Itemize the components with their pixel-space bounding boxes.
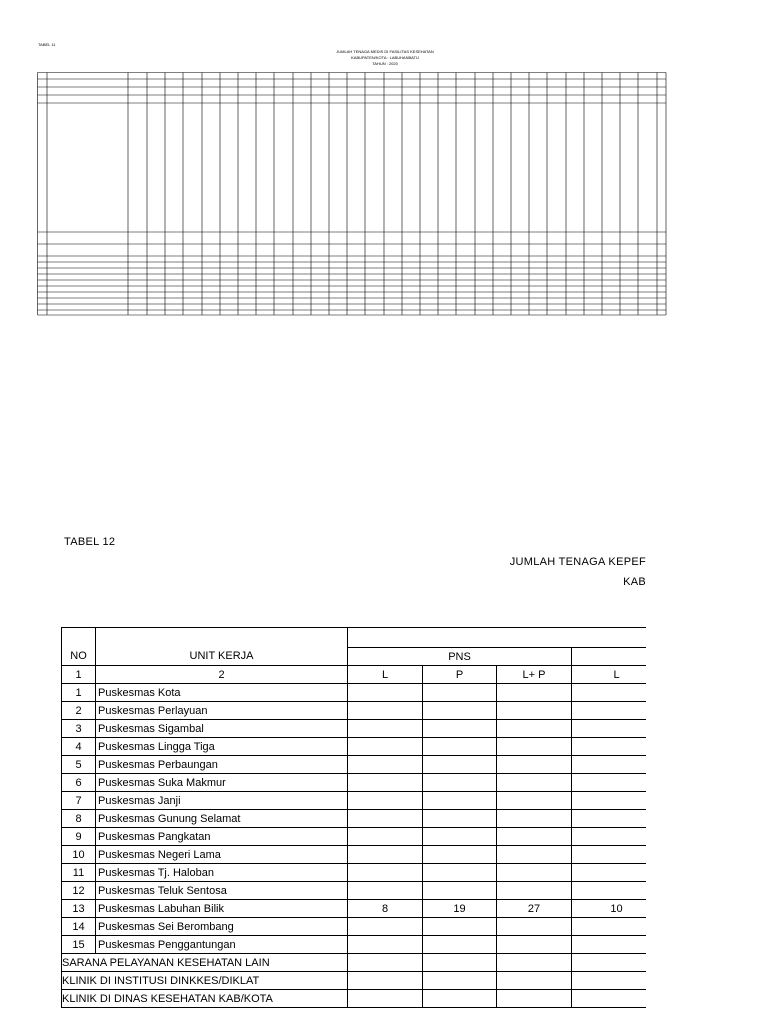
row-number: 6 <box>62 774 96 792</box>
row-value-p <box>423 738 497 756</box>
section-cell <box>572 954 647 972</box>
table11-year: TAHUN : 2020 <box>372 61 398 66</box>
row-unit-name: Puskesmas Janji <box>96 792 348 810</box>
row-number: 10 <box>62 846 96 864</box>
table-row <box>62 684 647 702</box>
row-value-l <box>348 702 423 720</box>
row-unit-name: Puskesmas Sigambal <box>96 720 348 738</box>
row-value-lp <box>497 882 572 900</box>
row-value-l-next <box>572 738 647 756</box>
row-number: 13 <box>62 900 96 918</box>
row-number: 4 <box>62 738 96 756</box>
header-row-top <box>62 628 647 648</box>
row-value-l <box>348 720 423 738</box>
row-value-l: 8 <box>348 900 423 918</box>
row-value-l-next <box>572 720 647 738</box>
row-value-lp <box>497 792 572 810</box>
row-value-lp <box>497 810 572 828</box>
table-row <box>62 810 647 828</box>
row-value-p <box>423 918 497 936</box>
header-p: P <box>423 666 497 684</box>
table-row <box>62 738 647 756</box>
table-row <box>62 900 647 918</box>
table12-title: JUMLAH TENAGA KEPEF <box>509 556 646 568</box>
row-value-lp <box>497 828 572 846</box>
row-unit-name: Puskesmas Gunung Selamat <box>96 810 348 828</box>
row-value-lp <box>497 864 572 882</box>
row-unit-name: Puskesmas Penggantungan <box>96 936 348 954</box>
table-row <box>62 774 647 792</box>
row-value-l <box>348 936 423 954</box>
row-value-p <box>423 702 497 720</box>
row-unit-name: Puskesmas Sei Berombang <box>96 918 348 936</box>
row-value-l-next <box>572 774 647 792</box>
header-l: L <box>348 666 423 684</box>
row-value-l <box>348 846 423 864</box>
row-value-l <box>348 864 423 882</box>
row-value-l <box>348 774 423 792</box>
row-value-l-next <box>572 846 647 864</box>
row-value-p <box>423 792 497 810</box>
header-unit-kerja: UNIT KERJA <box>96 628 348 666</box>
row-value-l <box>348 828 423 846</box>
section-cell <box>423 954 497 972</box>
row-value-l <box>348 738 423 756</box>
section-label: SARANA PELAYANAN KESEHATAN LAIN <box>62 954 348 972</box>
row-value-l-next <box>572 918 647 936</box>
row-value-lp <box>497 684 572 702</box>
table12-grid <box>61 627 646 1024</box>
section-cell <box>497 954 572 972</box>
row-value-lp <box>497 846 572 864</box>
row-number: 1 <box>62 684 96 702</box>
header-lp: L+ P <box>497 666 572 684</box>
section-cell <box>497 972 572 990</box>
table-row <box>62 918 647 936</box>
table-row <box>62 828 647 846</box>
row-unit-name: Puskesmas Negeri Lama <box>96 846 348 864</box>
header-col-number-2: 2 <box>96 666 348 684</box>
row-value-l-next <box>572 792 647 810</box>
row-value-l <box>348 810 423 828</box>
section-label: KLINIK DI DINAS KESEHATAN KAB/KOTA <box>62 990 348 1008</box>
table11-grid <box>37 72 667 316</box>
table11-title: JUMLAH TENAGA MEDIS DI FASILITAS KESEHATAN <box>336 49 434 54</box>
row-number: 2 <box>62 702 96 720</box>
row-number: 7 <box>62 792 96 810</box>
row-value-l-next <box>572 882 647 900</box>
header-next-group <box>572 648 647 666</box>
row-value-l-next <box>572 864 647 882</box>
row-value-lp <box>497 756 572 774</box>
row-number: 8 <box>62 810 96 828</box>
header-row-numbering <box>62 666 647 684</box>
row-value-l-next <box>572 810 647 828</box>
row-value-p <box>423 684 497 702</box>
row-value-p <box>423 936 497 954</box>
header-col-number-1: 1 <box>62 666 96 684</box>
row-value-p <box>423 828 497 846</box>
table-row <box>62 864 647 882</box>
table-row <box>62 846 647 864</box>
table-row <box>62 702 647 720</box>
row-value-p: 19 <box>423 900 497 918</box>
row-value-l <box>348 918 423 936</box>
row-value-lp <box>497 936 572 954</box>
row-unit-name: Puskesmas Perbaungan <box>96 756 348 774</box>
table11-regency: KABUPATEN/KOTA : LABUHANBATU <box>351 55 419 60</box>
row-value-lp <box>497 702 572 720</box>
row-unit-name: Puskesmas Suka Makmur <box>96 774 348 792</box>
row-unit-name: Puskesmas Lingga Tiga <box>96 738 348 756</box>
row-value-p <box>423 720 497 738</box>
row-value-l <box>348 756 423 774</box>
row-value-p <box>423 810 497 828</box>
table-row <box>62 882 647 900</box>
table-row <box>62 792 647 810</box>
row-number: 15 <box>62 936 96 954</box>
row-unit-name: Puskesmas Kota <box>96 684 348 702</box>
row-value-l-next <box>572 936 647 954</box>
section-row <box>62 990 647 1008</box>
section-label: KLINIK DI INSTITUSI DINKKES/DIKLAT <box>62 972 348 990</box>
section-row <box>62 954 647 972</box>
row-value-l-next <box>572 828 647 846</box>
row-unit-name: Puskesmas Pangkatan <box>96 828 348 846</box>
row-value-lp: 27 <box>497 900 572 918</box>
row-number: 9 <box>62 828 96 846</box>
table12-subtitle: KAB <box>623 576 646 588</box>
section-cell <box>423 990 497 1008</box>
row-value-lp <box>497 774 572 792</box>
row-value-l <box>348 882 423 900</box>
row-value-p <box>423 882 497 900</box>
row-value-p <box>423 846 497 864</box>
table11-label: TABEL 11 <box>38 42 56 47</box>
section-cell <box>348 972 423 990</box>
row-value-p <box>423 774 497 792</box>
row-value-l-next <box>572 684 647 702</box>
row-value-p <box>423 864 497 882</box>
section-cell <box>348 990 423 1008</box>
section-cell <box>423 972 497 990</box>
row-value-l <box>348 684 423 702</box>
row-unit-name: Puskesmas Tj. Haloban <box>96 864 348 882</box>
row-unit-name: Puskesmas Teluk Sentosa <box>96 882 348 900</box>
row-number: 3 <box>62 720 96 738</box>
row-number: 5 <box>62 756 96 774</box>
table12-label: TABEL 12 <box>64 536 116 548</box>
row-value-lp <box>497 720 572 738</box>
row-value-lp <box>497 738 572 756</box>
table-row <box>62 720 647 738</box>
row-number: 11 <box>62 864 96 882</box>
row-value-l-next <box>572 702 647 720</box>
header-group-top <box>348 628 647 648</box>
row-value-p <box>423 756 497 774</box>
row-number: 14 <box>62 918 96 936</box>
row-value-l <box>348 792 423 810</box>
row-unit-name: Puskesmas Perlayuan <box>96 702 348 720</box>
section-cell <box>572 972 647 990</box>
section-cell <box>497 990 572 1008</box>
header-no: NO <box>62 628 96 666</box>
header-l-next: L <box>572 666 647 684</box>
row-unit-name: Puskesmas Labuhan Bilik <box>96 900 348 918</box>
table-row <box>62 936 647 954</box>
row-value-l-next <box>572 756 647 774</box>
section-cell <box>348 954 423 972</box>
table11-grid-lines <box>37 72 667 316</box>
header-pns: PNS <box>348 648 572 666</box>
section-cell <box>572 990 647 1008</box>
row-value-lp <box>497 918 572 936</box>
table-row <box>62 756 647 774</box>
row-value-l-next: 10 <box>572 900 647 918</box>
row-number: 12 <box>62 882 96 900</box>
section-row <box>62 972 647 990</box>
